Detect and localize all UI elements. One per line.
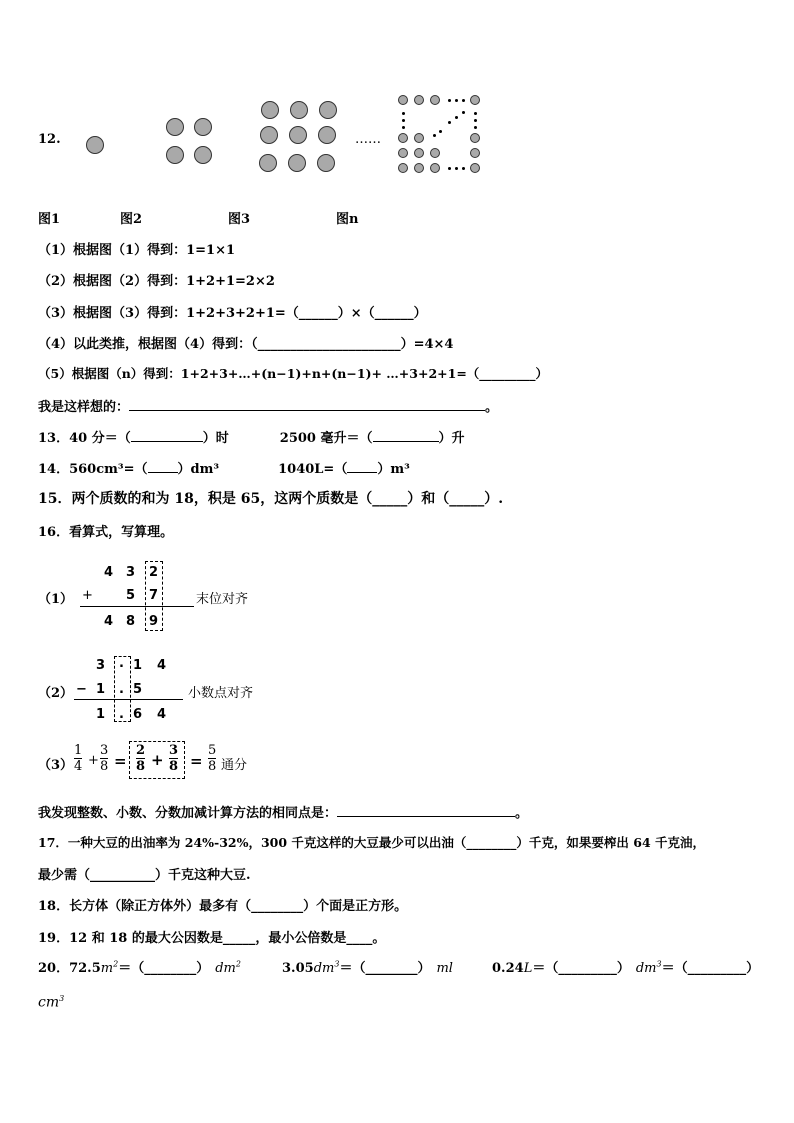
- p3-f2-num: 3: [100, 743, 109, 758]
- p2-minus: −: [76, 682, 87, 697]
- p1-row3-d2: 8: [126, 614, 136, 629]
- p3-note: 通分: [221, 758, 248, 773]
- summary-end: 。: [515, 806, 529, 821]
- p1-units-box: [145, 561, 163, 631]
- p3-f1-den: 4: [74, 759, 83, 774]
- p3-equals-2: =: [190, 752, 203, 770]
- p3-equals-1: =: [114, 752, 127, 770]
- q20-b-unit2: ml: [436, 961, 453, 976]
- q12-line-2: （2）根据图（2）得到：1+2+1=2×2: [38, 274, 275, 289]
- think-answer-blank[interactable]: [129, 399, 485, 411]
- q12-number: 12.: [38, 132, 61, 147]
- ellipsis: ……: [355, 132, 381, 147]
- p2-row1-d2: 1: [133, 658, 143, 673]
- p2-row3-d2: 6: [133, 707, 143, 722]
- q20-b-unit: dm: [313, 961, 335, 976]
- p3-fraction-4: [169, 743, 178, 774]
- q20-b-mid: ＝（________）: [339, 961, 431, 976]
- p1-row1-d2: 3: [126, 565, 136, 580]
- caption-figure-n: 图n: [336, 212, 359, 227]
- p1-plus: +: [82, 588, 93, 603]
- p2-row1-dot: .: [119, 656, 124, 671]
- q14-text-a: 14．560cm³=（: [38, 462, 148, 477]
- p2-decimal-point-box: [114, 656, 131, 722]
- q15: 15．两个质数的和为 18，积是 65，这两个质数是（_____）和（_____）.: [38, 491, 504, 507]
- p2-row2-dot: .: [119, 682, 124, 697]
- p2-row1-d3: 4: [157, 658, 167, 673]
- q13-blank-1[interactable]: [131, 430, 203, 442]
- q20-a-unit: m: [100, 961, 114, 976]
- p2-row3-d3: 4: [157, 707, 167, 722]
- p1-row3-d3: 9: [149, 614, 159, 629]
- p3-f3-num: 2: [136, 743, 146, 758]
- p3-plus-2: +: [151, 751, 164, 769]
- p1-row1-d3: 2: [149, 565, 159, 580]
- q20-c-mid2: ＝（_________）: [661, 961, 760, 976]
- q14-blank-1[interactable]: [148, 461, 178, 473]
- summary-line: [38, 802, 528, 821]
- summary-answer-blank[interactable]: [337, 805, 515, 817]
- q13-text-b: ）时: [202, 431, 229, 446]
- p3-fraction-5: [208, 743, 216, 774]
- caption-figure-2: 图2: [120, 212, 143, 227]
- q14-text-c: 1040L=（: [278, 462, 348, 477]
- summary-label: 我发现整数、小数、分数加减计算方法的相同点是：: [38, 806, 338, 821]
- p1-label: （1）: [38, 592, 74, 607]
- p3-f2-den: 8: [100, 759, 109, 774]
- q13-text-c: 2500 毫升＝（: [279, 431, 373, 446]
- caption-figure-1: 图1: [38, 212, 61, 227]
- q17-line-2: 最少需（__________）千克这种大豆.: [38, 868, 251, 883]
- q17-line-1: 17．一种大豆的出油率为 24%-32%，300 千克这样的大豆最少可以出油（________）千克，如果要榨出 64 千克油，: [38, 835, 706, 850]
- p3-f5-num: 5: [208, 743, 217, 758]
- q12-line-1: （1）根据图（1）得到：1=1×1: [38, 243, 236, 258]
- q13-blank-2[interactable]: [373, 430, 439, 442]
- q20-a-unit2: dm: [215, 961, 236, 976]
- think-line: [38, 396, 498, 415]
- p1-row1-d1: 4: [104, 565, 114, 580]
- p2-row2-d1: 1: [96, 682, 106, 697]
- p2-row2-d2: 5: [133, 682, 143, 697]
- q20-c-mid: ＝（_________）: [532, 961, 630, 976]
- p3-f1-num: 1: [74, 743, 83, 758]
- q13-text-a: 13．40 分＝（: [38, 431, 131, 446]
- q20-c-unit2: dm: [635, 961, 657, 976]
- q14-text-b: ）dm³: [177, 462, 220, 477]
- q20-a-num: 20．72.5: [38, 961, 101, 976]
- p2-row3-d1: 1: [96, 707, 106, 722]
- p2-note: 小数点对齐: [188, 686, 254, 701]
- q20-c-unit3: cm: [38, 994, 60, 1011]
- p1-sum-line: [80, 606, 194, 607]
- q14-blank-2[interactable]: [347, 461, 377, 473]
- q14-text-d: ）m³: [377, 462, 410, 477]
- p1-row3-d1: 4: [104, 614, 114, 629]
- p3-plus-1: +: [88, 753, 99, 768]
- caption-figure-3: 图3: [228, 212, 251, 227]
- p3-label: （3）: [38, 758, 74, 773]
- q16-title: 16．看算式，写算理。: [38, 525, 174, 540]
- q20-cm3: $cm^3$: [38, 994, 65, 1011]
- p1-note: 末位对齐: [196, 592, 249, 607]
- q13-text-d: ）升: [438, 431, 465, 446]
- p2-row3-dot: .: [119, 707, 124, 722]
- q20: 20．$72.5m^2=(\_\_\_\_\_\_\_\_)$ $dm^2$ $3.05dm^3=(\_\_\_\_\_\_\_\_)$ ml 0.24L＝（_________） $dm^3=(\_\_\_\_\_\_\_\_\_)$: [38, 959, 760, 976]
- p3-f3-den: 8: [136, 759, 146, 774]
- p1-row2-d1: 5: [126, 588, 136, 603]
- q19: 19．12 和 18 的最大公因数是_____，最小公倍数是____。: [38, 931, 386, 946]
- q14: [38, 458, 410, 477]
- q13: [38, 427, 465, 446]
- q12-line-5: （5）根据图（n）得到：1+2+3+…+(n−1)+n+(n−1)+ …+3+2+1=（_________）: [38, 366, 549, 381]
- p2-label: （2）: [38, 686, 74, 701]
- q12-line-3: （3）根据图（3）得到：1+2+3+2+1=（______）×（______）: [38, 306, 427, 321]
- q20-a-mid: ＝（________）: [118, 961, 210, 976]
- q20-c-num: 0.24: [492, 961, 524, 976]
- p3-fraction-2: [100, 743, 108, 774]
- p3-fraction-3: [136, 743, 145, 774]
- q18: 18．长方体（除正方体外）最多有（________）个面是正方形。: [38, 899, 408, 914]
- q20-c-unit: L: [523, 961, 533, 976]
- q20-b-num: 3.05: [282, 961, 314, 976]
- think-end: 。: [485, 400, 499, 415]
- p3-f4-num: 3: [169, 743, 179, 758]
- think-label: 我是这样想的：: [38, 400, 130, 415]
- p3-f5-den: 8: [208, 759, 217, 774]
- p3-fraction-1: [74, 743, 82, 774]
- p1-row2-d2: 7: [149, 588, 159, 603]
- q12-line-4: （4）以此类推，根据图（4）得到：（______________________）=4×4: [38, 337, 454, 352]
- p2-row1-d1: 3: [96, 658, 106, 673]
- p3-f4-den: 8: [169, 759, 179, 774]
